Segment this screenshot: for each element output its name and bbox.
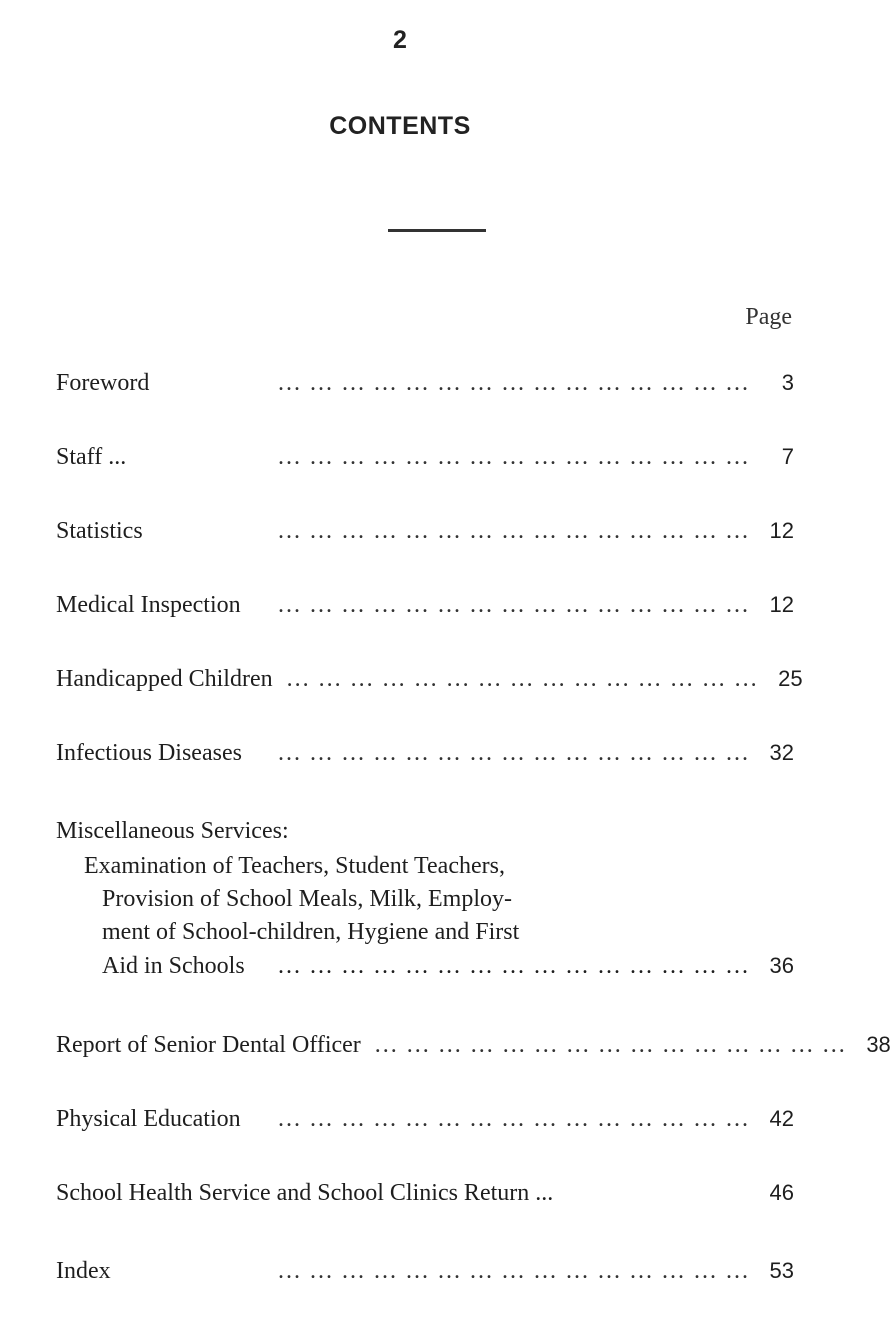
misc-line-1: Examination of Teachers, Student Teachers, <box>84 853 505 879</box>
toc-entry-page: 3 <box>781 370 794 395</box>
toc-entry-label: Infectious Diseases <box>56 740 242 766</box>
dot-leader: ... ... ... ... ... ... ... ... ... ... ... ... ... ... ... <box>278 444 750 470</box>
toc-entry-label: Report of Senior Dental Officer <box>56 1032 361 1058</box>
dot-leader: ... ... ... ... ... ... ... ... ... ... ... ... ... ... ... <box>278 370 750 396</box>
toc-entry-page: 25 <box>778 666 803 691</box>
toc-entry-page: 12 <box>769 518 794 543</box>
toc-entry-label: Medical Inspection <box>56 592 241 618</box>
toc-entry-page: 12 <box>769 592 794 617</box>
toc-entry-statistics[interactable] <box>56 514 794 548</box>
toc-entry-physical-education[interactable] <box>56 1102 794 1136</box>
toc-entry-index[interactable] <box>56 1254 794 1288</box>
toc-entry-page: 32 <box>769 740 794 765</box>
contents-title: CONTENTS <box>329 112 471 140</box>
dot-leader: ... ... ... ... ... ... ... ... ... ... ... ... ... ... ... <box>278 518 750 544</box>
page-column-label: Page <box>745 304 792 330</box>
dot-leader: ... ... ... ... ... ... ... ... ... ... ... ... ... ... ... <box>278 953 750 979</box>
dot-leader: ... ... ... ... ... ... ... ... ... ... ... ... ... ... ... <box>278 592 750 618</box>
toc-entry-foreword[interactable] <box>56 366 794 400</box>
toc-entry-label: Index <box>56 1258 111 1284</box>
dot-leader: ... ... ... ... ... ... ... ... ... ... ... ... ... ... ... <box>278 1106 750 1132</box>
toc-entry-label: Statistics <box>56 518 143 544</box>
misc-line-2: Provision of School Meals, Milk, Employ- <box>102 886 512 912</box>
toc-entry-handicapped-children[interactable] <box>56 662 803 696</box>
dot-leader: ... ... ... ... ... ... ... ... ... ... ... ... ... ... ... <box>374 1032 847 1058</box>
toc-entry-label: Foreword <box>56 370 150 396</box>
dot-leader: ... ... ... ... ... ... ... ... ... ... ... ... ... ... ... <box>286 666 759 692</box>
toc-entry-staff[interactable] <box>56 440 794 474</box>
toc-entry-page: 38 <box>866 1032 891 1057</box>
toc-entry-label: Staff ... <box>56 444 127 470</box>
dot-leader: ... ... ... ... ... ... ... ... ... ... ... ... ... ... ... <box>278 740 750 766</box>
toc-entry-label: Aid in Schools <box>102 953 245 979</box>
toc-entry-label: Handicapped Children <box>56 666 273 692</box>
toc-entry-miscellaneous-heading: Miscellaneous Services: <box>56 818 289 844</box>
dot-leader: ... ... ... ... ... ... ... ... ... ... ... ... ... ... ... <box>278 1258 750 1284</box>
toc-entry-school-health-return[interactable] <box>56 1176 794 1210</box>
toc-entry-infectious-diseases[interactable] <box>56 736 794 770</box>
title-rule <box>388 229 486 232</box>
toc-entry-page: 53 <box>769 1258 794 1283</box>
toc-entry-label: Physical Education <box>56 1106 241 1132</box>
toc-entry-page: 46 <box>769 1180 794 1205</box>
toc-entry-medical-inspection[interactable] <box>56 588 794 622</box>
toc-entry-page: 42 <box>769 1106 794 1131</box>
misc-line-3: ment of School-children, Hygiene and First <box>102 919 520 945</box>
toc-entry-miscellaneous[interactable] <box>102 949 794 983</box>
toc-entry-dental-officer-report[interactable] <box>56 1028 891 1062</box>
toc-entry-page: 7 <box>781 444 794 469</box>
toc-entry-label: School Health Service and School Clinics Return ... <box>56 1180 554 1206</box>
toc-entry-page: 36 <box>769 953 794 978</box>
toc-entry-miscellaneous-description <box>84 850 704 949</box>
page-number: 2 <box>393 26 407 54</box>
